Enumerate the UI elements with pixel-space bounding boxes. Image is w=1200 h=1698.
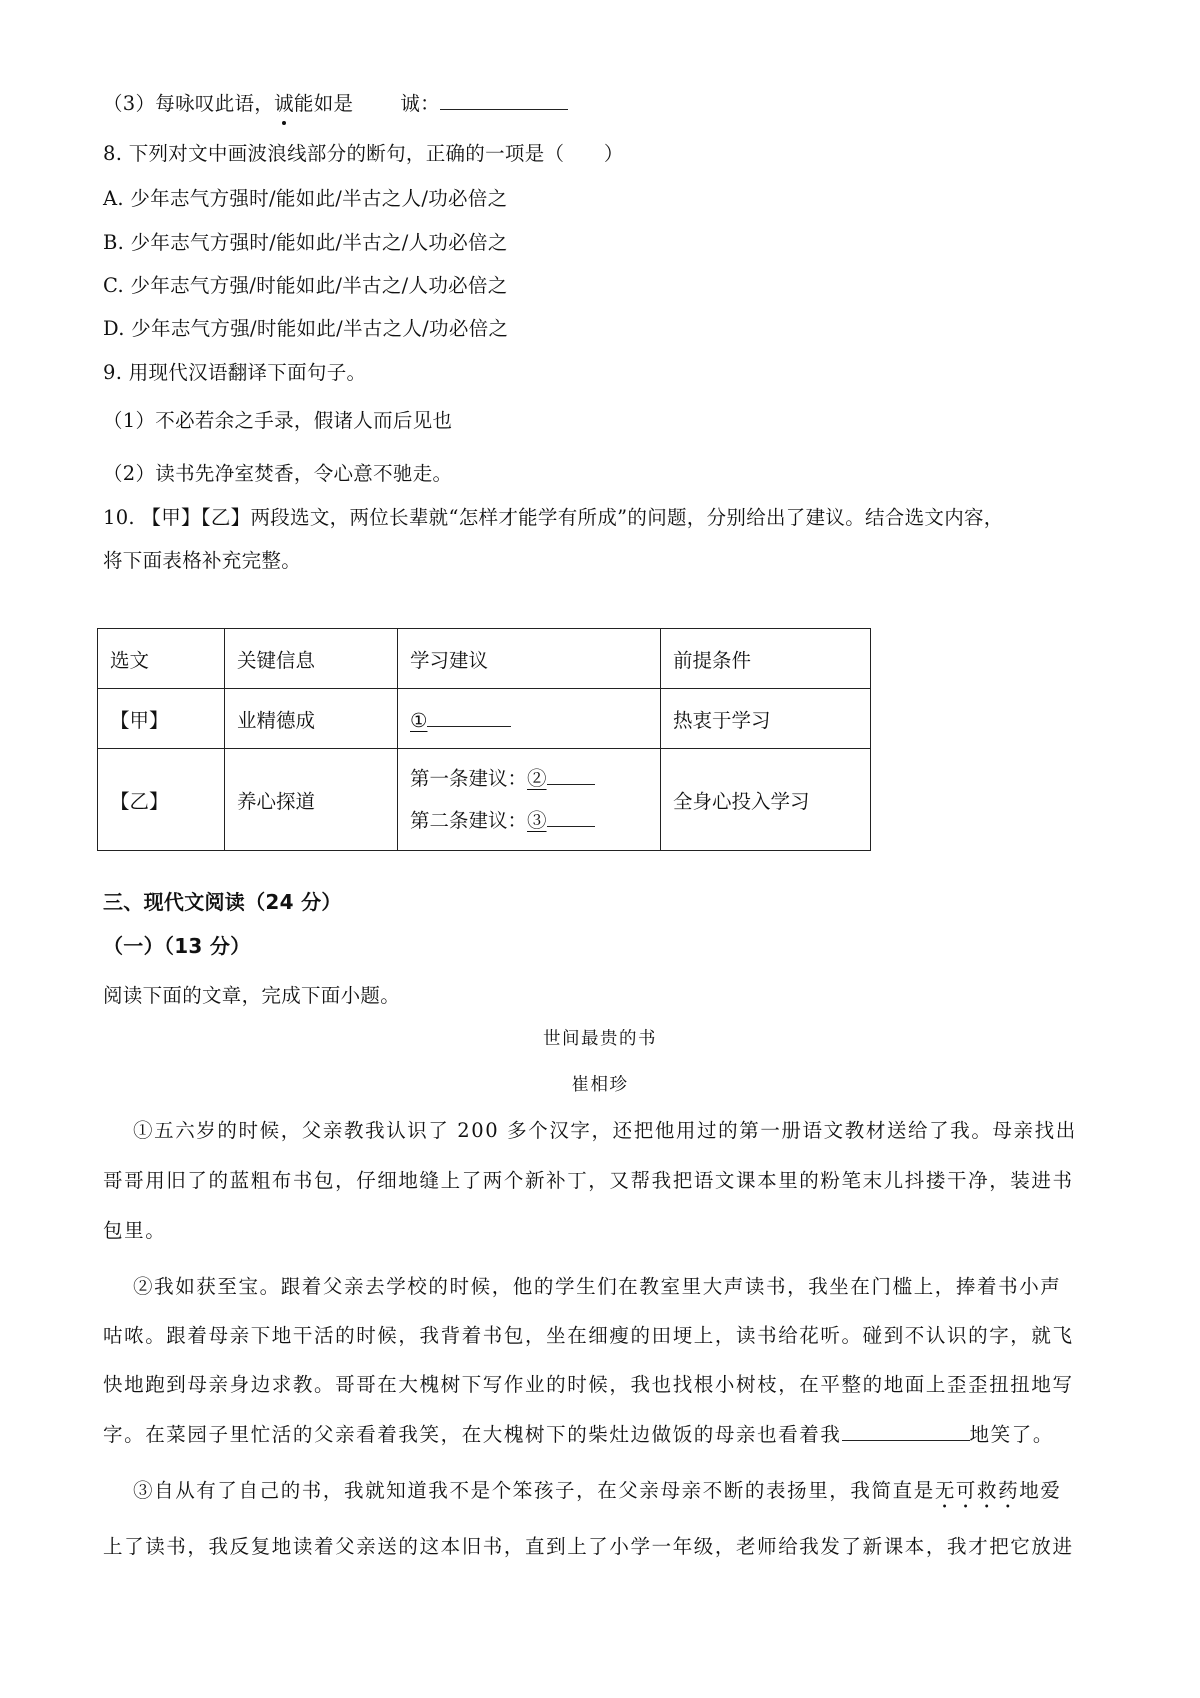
- instruction: 阅读下面的文章，完成下面小题。: [103, 984, 401, 1007]
- table-cell-cond: 全身心投入学习: [661, 749, 871, 851]
- q7-3-suffix: 能如是: [293, 92, 354, 115]
- answer-blank-2[interactable]: [547, 764, 595, 785]
- q10-stem-line1: 10. 【甲】【乙】两段选文，两位长辈就“怎样才能学有所成”的问题，分别给出了建议。结合选文内容，: [103, 506, 1004, 529]
- subsection-title: （一）（13 分）: [103, 934, 251, 958]
- q8-option-b: B. 少年志气方强时/能如此/半古之/人功必倍之: [103, 231, 508, 254]
- article-line: [133, 1475, 1061, 1513]
- table-header-row: [98, 629, 871, 689]
- q9-item-2: （2）读书先净室焚香，令心意不驰走。: [103, 462, 453, 485]
- emphasis-char: 诚: [274, 88, 294, 116]
- article-line-with-blank: [103, 1419, 1054, 1447]
- blank-2-marker: ②: [527, 766, 547, 790]
- q8-option-d: D. 少年志气方强/时能如此/半古之人/功必倍之: [103, 317, 509, 340]
- answer-blank[interactable]: [440, 89, 568, 110]
- suggestion-1: [410, 758, 648, 800]
- article-title: 世间最贵的书: [543, 1029, 657, 1049]
- answer-blank-1[interactable]: [427, 706, 511, 727]
- q10-stem-line2: 将下面表格补充完整。: [103, 549, 302, 572]
- table-header: 前提条件: [661, 629, 871, 689]
- section-title: 三、现代文阅读（24 分）: [103, 890, 342, 914]
- q8-option-a: A. 少年志气方强时/能如此/半古之人/功必倍之: [103, 187, 508, 210]
- table-cell-key: 养心探道: [225, 749, 398, 851]
- table-header: 关键信息: [225, 629, 398, 689]
- table-cell-text: 【乙】: [98, 749, 225, 851]
- table-header: 选文: [98, 629, 225, 689]
- article-author: 崔相珍: [571, 1075, 629, 1095]
- q7-3-label: 诚：: [400, 92, 440, 115]
- answer-blank[interactable]: [842, 1420, 970, 1441]
- emphasis-phrase: 无可救药: [934, 1479, 1020, 1502]
- table-row: [98, 749, 871, 851]
- article-line: 快地跑到母亲身边求教。哥哥在大槐树下写作业的时候，我也找根小树枝，在平整的地面上歪歪扭扭地写: [103, 1373, 1074, 1396]
- answer-blank-3[interactable]: [547, 806, 595, 827]
- article-line: 咕哝。跟着母亲下地干活的时候，我背着书包，坐在细瘦的田埂上，读书给花听。碰到不认识的字，就飞: [103, 1324, 1074, 1347]
- q7-3-line: [103, 88, 568, 116]
- q7-3-prefix: （3）每咏叹此语，: [103, 92, 275, 115]
- table-cell-cond: 热衷于学习: [661, 689, 871, 749]
- blank-1-marker: ①: [410, 708, 428, 732]
- q9-stem: 9. 用现代汉语翻译下面句子。: [103, 361, 367, 384]
- article-line: ②我如获至宝。跟着父亲去学校的时候，他的学生们在教室里大声读书，我坐在门槛上，捧着书小声: [133, 1275, 1062, 1298]
- q9-item-1: （1）不必若余之手录，假诸人而后见也: [103, 409, 453, 432]
- article-line: 包里。: [103, 1219, 167, 1242]
- line-text-before: ③自从有了自己的书，我就知道我不是个笨孩子，在父亲母亲不断的表扬里，我简直是: [133, 1479, 935, 1502]
- article-line: 上了读书，我反复地读着父亲送的这本旧书，直到上了小学一年级，老师给我发了新课本，我才把它放进: [103, 1535, 1074, 1558]
- line-text-after: 地笑了。: [969, 1423, 1054, 1446]
- suggestion-2-label: 第二条建议：: [410, 808, 528, 832]
- q10-table: [97, 628, 871, 851]
- blank-3-marker: ③: [527, 808, 547, 832]
- q8-stem: 8. 下列对文中画波浪线部分的断句，正确的一项是（ ）: [103, 142, 624, 165]
- q8-option-c: C. 少年志气方强/时能如此/半古之/人功必倍之: [103, 274, 508, 297]
- table-cell-text: 【甲】: [98, 689, 225, 749]
- table-row: [98, 689, 871, 749]
- table-cell-blank[interactable]: [398, 689, 661, 749]
- table-cell-key: 业精德成: [225, 689, 398, 749]
- line-text-after: 地爱: [1019, 1479, 1062, 1502]
- table-header: 学习建议: [398, 629, 661, 689]
- suggestion-2: [410, 800, 648, 842]
- article-line: ①五六岁的时候，父亲教我认识了 200 多个汉字，还把他用过的第一册语文教材送给了我。母亲找出: [133, 1119, 1077, 1142]
- line-text-before: 字。在菜园子里忙活的父亲看着我笑，在大槐树下的柴灶边做饭的母亲也看着我: [103, 1423, 842, 1446]
- suggestion-1-label: 第一条建议：: [410, 766, 528, 790]
- table-cell-suggestions: [398, 749, 661, 851]
- article-line: 哥哥用旧了的蓝粗布书包，仔细地缝上了两个新补丁，又帮我把语文课本里的粉笔末儿抖搂干净，装进书: [103, 1169, 1074, 1192]
